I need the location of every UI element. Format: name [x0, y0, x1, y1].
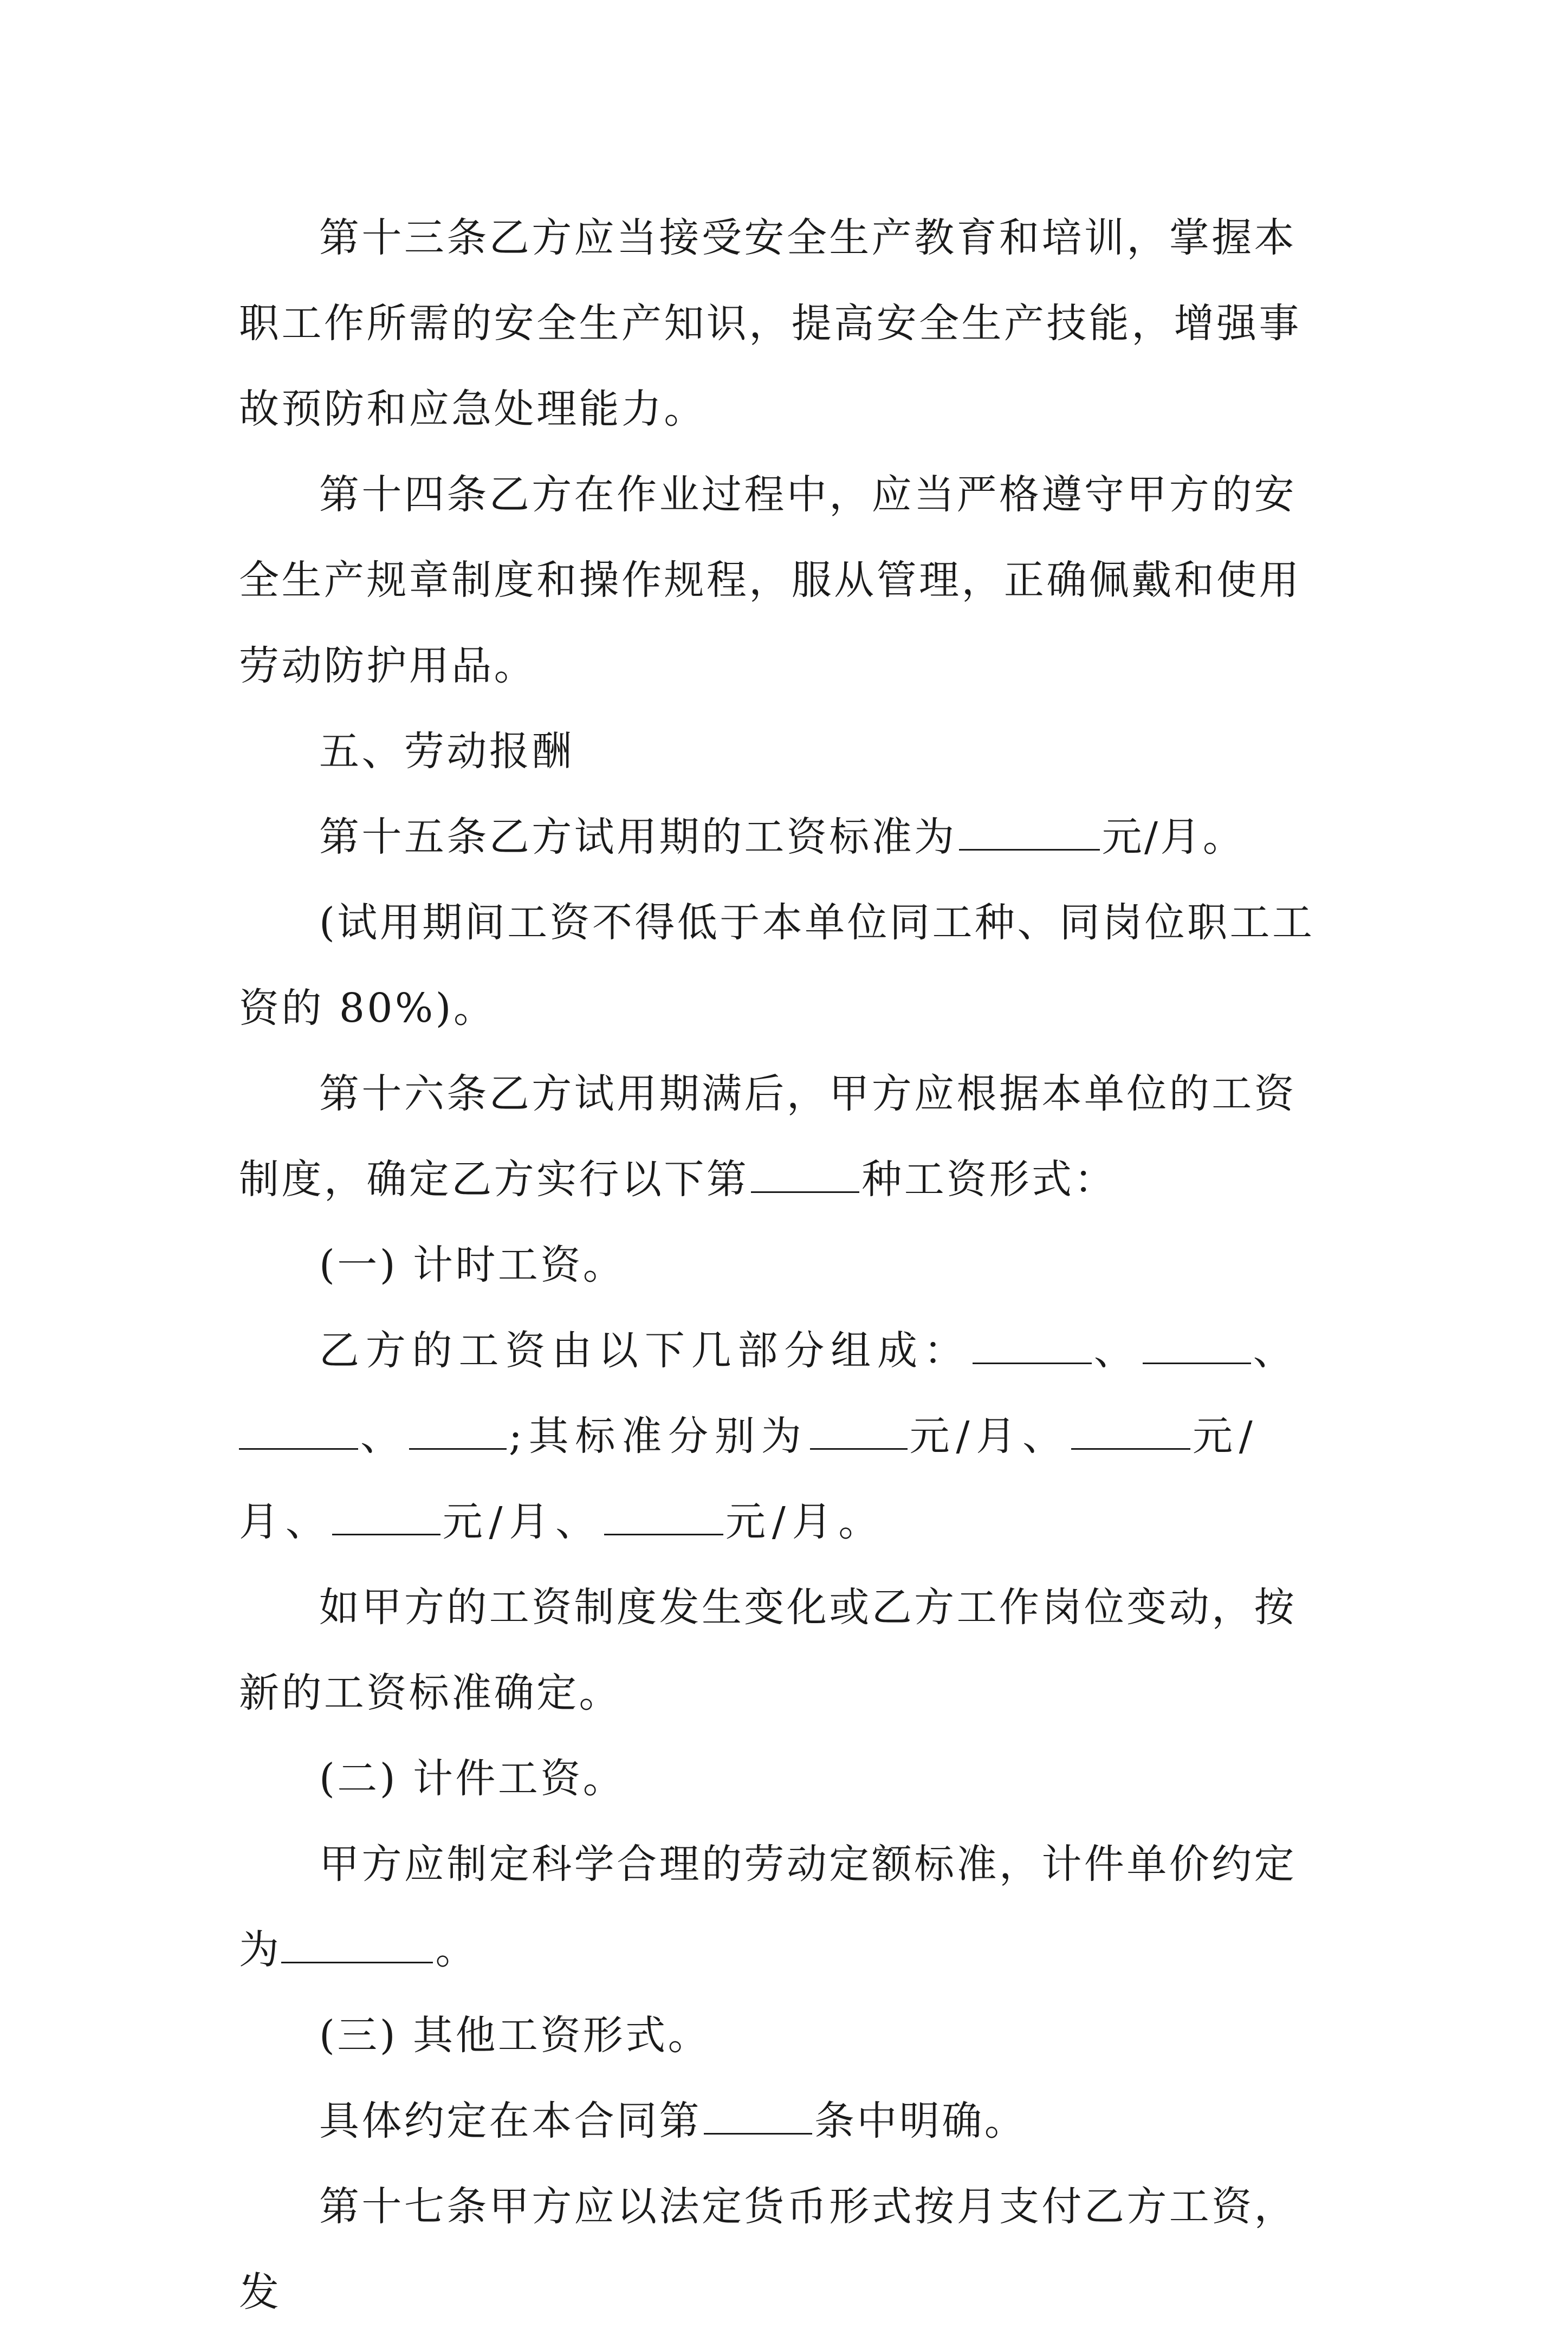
blank-field[interactable]	[810, 1410, 908, 1450]
article-17: 第十七条甲方应以法定货币形式按月支付乙方工资，发	[239, 2183, 1297, 2315]
blank-field[interactable]	[239, 1410, 358, 1450]
blank-field[interactable]	[959, 811, 1100, 851]
piece-rate-tail: 。	[435, 1927, 478, 1973]
article-16-text: 第十六条乙方试用期满后，甲方应根据本单位的工资制度，确定乙方实行以下第	[239, 1071, 1297, 1203]
wage-type-other: (三) 其他工资形式。	[319, 2012, 711, 2059]
article-14: 第十四条乙方在作业过程中，应当严格遵守甲方的安全生产规章制度和操作规程，服从管理，正确佩戴和使用劳动防护用品。	[239, 471, 1301, 689]
wage-components	[239, 1308, 1339, 1565]
separator: 、	[360, 1413, 407, 1460]
article-15	[239, 794, 1339, 880]
article-15-text: 第十五条乙方试用期的工资标准为	[319, 814, 957, 860]
section-heading-remuneration: 五、劳动报酬	[319, 728, 574, 775]
other-wage-text: 具体约定在本合同第	[319, 2098, 702, 2144]
blank-field[interactable]	[604, 1496, 723, 1535]
wage-unit: 元/月、	[442, 1499, 602, 1545]
blank-field[interactable]	[704, 2095, 812, 2135]
blank-field[interactable]	[332, 1496, 440, 1535]
blank-field[interactable]	[281, 1924, 433, 1963]
article-16	[239, 1051, 1339, 1222]
probation-wage-note: (试用期间工资不得低于本单位同工种、同岗位职工工资的 80%)。	[239, 899, 1315, 1032]
blank-field[interactable]	[1071, 1410, 1190, 1450]
piece-rate-text: 甲方应制定科学合理的劳动定额标准，计件单价约定为	[239, 1841, 1297, 1973]
piece-rate-clause	[239, 1821, 1339, 1993]
other-wage-clause	[239, 2078, 1339, 2164]
blank-field[interactable]	[973, 1325, 1092, 1364]
blank-field[interactable]	[409, 1410, 507, 1450]
article-15-unit: 元/月。	[1102, 814, 1246, 860]
blank-field[interactable]	[751, 1153, 859, 1193]
wage-type-time: (一) 计时工资。	[319, 1242, 626, 1288]
blank-field[interactable]	[1143, 1325, 1251, 1364]
separator: 、	[1093, 1327, 1141, 1374]
wage-unit: 元/月、	[909, 1413, 1069, 1460]
wage-type-piece: (二) 计件工资。	[319, 1755, 626, 1802]
article-13: 第十三条乙方应当接受安全生产教育和培训，掌握本职工作所需的安全生产知识，提高安全生产技能，增强事故预防和应急处理能力。	[239, 215, 1301, 432]
article-16-tail: 种工资形式：	[861, 1156, 1117, 1203]
wage-standard-text: ;其标准分别为	[508, 1413, 808, 1460]
separator: 、	[1253, 1327, 1300, 1374]
wage-components-text: 乙方的工资由以下几部分组成：	[319, 1327, 970, 1374]
other-wage-tail: 条中明确。	[814, 2098, 1027, 2144]
wage-unit: 元/月、	[239, 1413, 1259, 1545]
wage-change-clause: 如甲方的工资制度发生变化或乙方工作岗位变动，按新的工资标准确定。	[239, 1584, 1297, 1716]
document-body	[239, 195, 1339, 2335]
wage-unit: 元/月。	[725, 1499, 885, 1545]
